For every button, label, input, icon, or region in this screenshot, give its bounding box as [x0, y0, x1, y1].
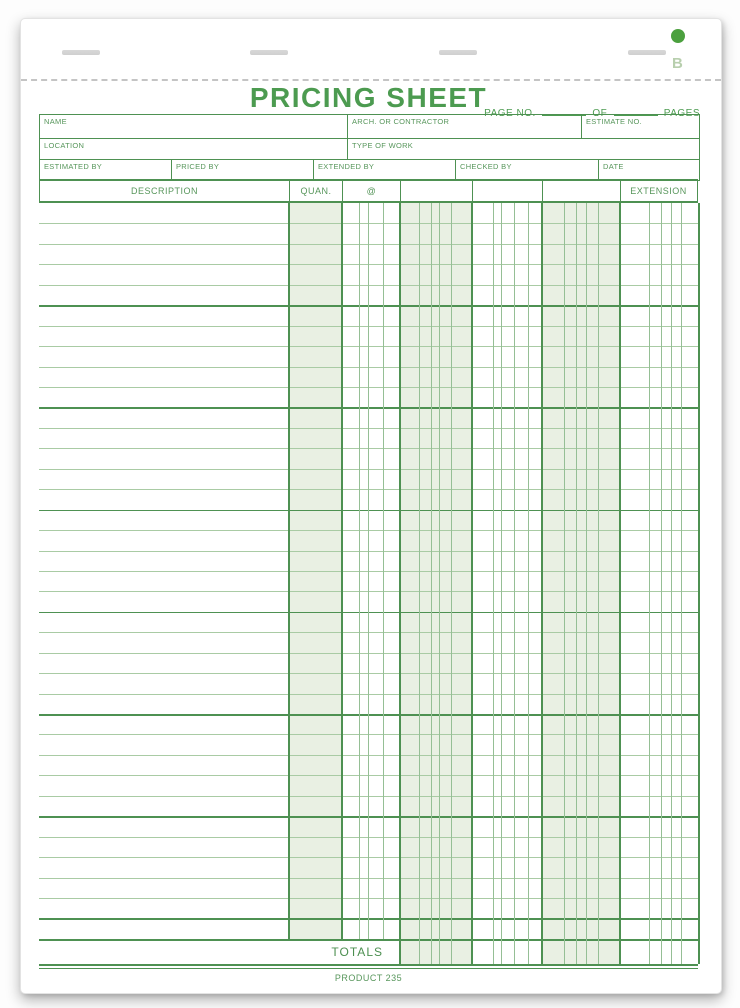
arch-or-contractor-field[interactable]	[348, 115, 582, 139]
product-number: PRODUCT 235	[334, 973, 403, 983]
digit-rule-line	[439, 203, 440, 964]
table-column-header-row	[39, 179, 698, 203]
glue-mark	[628, 50, 666, 55]
digit-rule-line	[493, 203, 494, 964]
column-header-blank-3	[542, 180, 620, 201]
type-of-work-label: TYPE OF WORK	[352, 141, 414, 150]
totals-bottom-rule-2	[39, 968, 698, 970]
copy-indicator-dot-icon	[671, 29, 685, 43]
digit-rule-line	[586, 203, 587, 964]
checked-by-field[interactable]	[456, 160, 599, 180]
estimate-no-label: ESTIMATE NO.	[586, 117, 642, 126]
column-boundary-line	[288, 203, 290, 939]
glue-mark	[250, 50, 288, 55]
column-header-blank-1	[400, 180, 472, 201]
column-header-blank-2	[472, 180, 542, 201]
column-header-description: DESCRIPTION	[130, 185, 198, 196]
digit-rule-line	[514, 203, 515, 964]
digit-rule-line	[368, 203, 369, 939]
header-field-grid	[39, 114, 700, 181]
column-boundary-line	[399, 203, 401, 964]
digit-rule-line	[661, 203, 662, 964]
type-of-work-field[interactable]	[348, 139, 699, 160]
estimated-by-field[interactable]	[40, 160, 172, 180]
page-no-label: PAGE NO.	[484, 108, 536, 119]
digit-rule-line	[419, 203, 420, 964]
digit-rule-line	[501, 203, 502, 964]
column-header-extension: EXTENSION	[620, 180, 696, 201]
digit-rule-line	[598, 203, 599, 964]
form-title: PRICING SHEET	[249, 82, 488, 113]
digit-rule-line	[681, 203, 682, 964]
estimate-no-field[interactable]	[582, 115, 699, 139]
priced-by-label: PRICED BY	[176, 162, 220, 171]
pricing-sheet-form	[20, 18, 722, 994]
pages-label: PAGES	[663, 108, 700, 119]
digit-rule-line	[451, 203, 452, 964]
date-label: DATE	[603, 162, 624, 171]
column-boundary-line	[471, 203, 473, 964]
digit-rule-line	[576, 203, 577, 964]
name-label: NAME	[44, 117, 67, 126]
extended-by-label: EXTENDED BY	[318, 162, 375, 171]
estimated-by-label: ESTIMATED BY	[44, 162, 103, 171]
totals-label: TOTALS	[331, 945, 383, 959]
location-label: LOCATION	[44, 141, 85, 150]
column-header-quantity: QUAN.	[289, 180, 342, 201]
name-field[interactable]	[40, 115, 348, 139]
column-boundary-line	[698, 203, 700, 964]
location-field[interactable]	[40, 139, 348, 160]
column-boundary-line	[341, 203, 343, 939]
column-header-unit-price: @	[342, 180, 400, 201]
date-field[interactable]	[599, 160, 699, 180]
digit-rule-line	[383, 203, 384, 939]
column-boundary-line	[619, 203, 621, 964]
digit-rule-line	[671, 203, 672, 964]
shaded-column-band	[399, 203, 471, 964]
digit-rule-line	[649, 203, 650, 964]
plate-letter: B	[672, 55, 683, 72]
digit-rule-line	[359, 203, 360, 939]
extended-by-field[interactable]	[314, 160, 456, 180]
glue-mark	[439, 50, 477, 55]
arch-or-contractor-label: ARCH. OR CONTRACTOR	[352, 117, 450, 126]
checked-by-label: CHECKED BY	[460, 162, 512, 171]
column-boundary-line	[541, 203, 543, 964]
digit-rule-line	[528, 203, 529, 964]
glue-mark	[62, 50, 100, 55]
digit-rule-line	[431, 203, 432, 964]
shaded-column-band	[541, 203, 619, 964]
priced-by-field[interactable]	[172, 160, 314, 180]
of-label: OF	[592, 108, 608, 119]
totals-bottom-rule	[39, 964, 698, 966]
digit-rule-line	[564, 203, 565, 964]
binding-stub-strip	[21, 19, 721, 81]
